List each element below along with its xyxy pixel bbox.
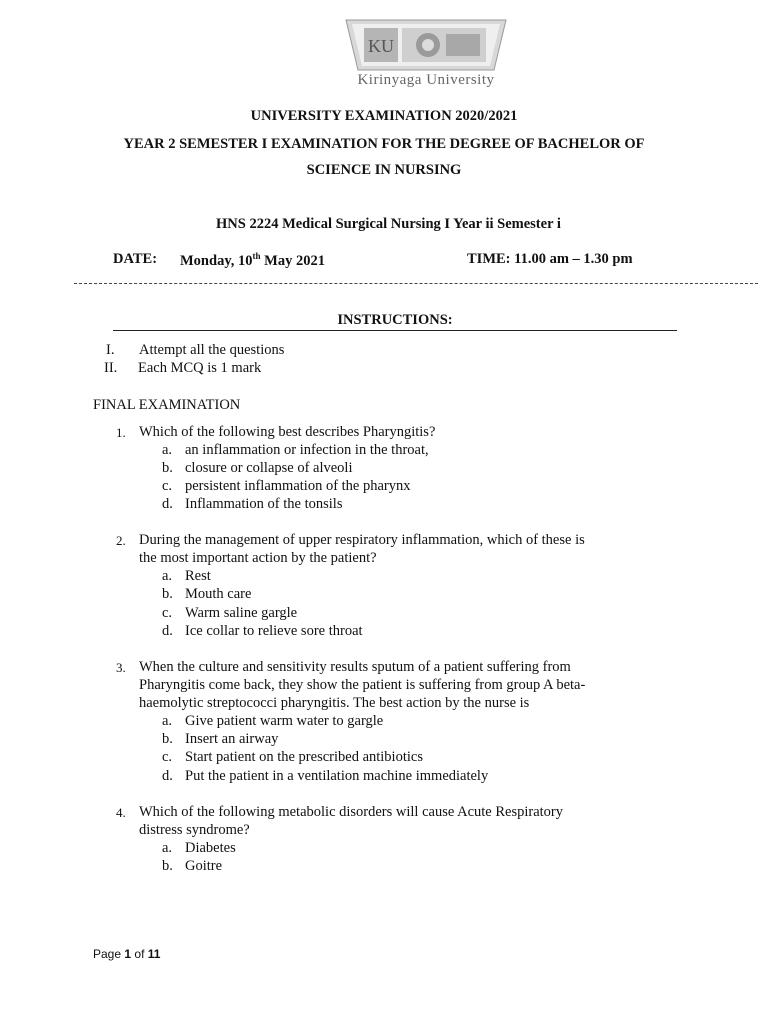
- option-letter: b.: [162, 731, 173, 747]
- instruction-number: I.: [106, 342, 115, 358]
- option-text: Insert an airway: [185, 731, 279, 747]
- page-footer: [93, 947, 160, 961]
- question-text: Which of the following best describes Pharyngitis?: [139, 424, 436, 440]
- question-text: distress syndrome?: [139, 822, 250, 838]
- option-text: Start patient on the prescribed antibiotics: [185, 749, 423, 765]
- question-number: 3.: [116, 660, 126, 675]
- option-letter: a.: [162, 840, 173, 856]
- option-letter: c.: [162, 478, 173, 494]
- option-letter: b.: [162, 460, 173, 476]
- option-text: Mouth care: [185, 586, 252, 602]
- university-name: Kirinyaga University: [357, 72, 495, 88]
- dashed-divider: [74, 283, 758, 284]
- option-letter: b.: [162, 586, 173, 602]
- of-word: of: [134, 947, 145, 961]
- option-text: an inflammation or infection in the throat,: [185, 442, 429, 458]
- option-text: persistent inflammation of the pharynx: [185, 478, 411, 494]
- university-logo: [336, 16, 516, 94]
- instructions-title: INSTRUCTIONS:: [337, 312, 453, 328]
- date-value: Monday, 10th May 2021: [180, 251, 325, 269]
- question-number: 4.: [116, 805, 126, 820]
- question-text: Pharyngitis come back, they show the patient is suffering from group A beta-: [139, 677, 586, 693]
- option-text: Inflammation of the tonsils: [185, 496, 343, 512]
- option-letter: c.: [162, 605, 173, 621]
- option-letter: c.: [162, 749, 173, 765]
- question-text: When the culture and sensitivity results sputum of a patient suffering from: [139, 659, 571, 675]
- section-title: FINAL EXAMINATION: [93, 397, 241, 413]
- option-text: Goitre: [185, 858, 223, 874]
- degree-line-2: SCIENCE IN NURSING: [306, 162, 462, 178]
- question-text: Which of the following metabolic disorders will cause Acute Respiratory: [139, 804, 564, 820]
- degree-line-1: YEAR 2 SEMESTER I EXAMINATION FOR THE DEGREE OF BACHELOR OF: [123, 136, 645, 152]
- option-letter: b.: [162, 858, 173, 874]
- question-text: haemolytic streptococci pharyngitis. The best action by the nurse is: [139, 695, 530, 711]
- option-text: Diabetes: [185, 840, 236, 856]
- option-letter: a.: [162, 442, 173, 458]
- page-number: 1: [124, 947, 132, 961]
- option-text: closure or collapse of alveoli: [185, 460, 353, 476]
- instruction-number: II.: [104, 360, 118, 376]
- exam-time: TIME: 11.00 am – 1.30 pm: [467, 251, 633, 267]
- option-letter: d.: [162, 768, 173, 784]
- option-letter: a.: [162, 713, 173, 729]
- question-text: During the management of upper respiratory inflammation, which of these is: [139, 532, 585, 548]
- svg-text:KU: KU: [368, 36, 394, 56]
- option-letter: a.: [162, 568, 173, 584]
- option-text: Give patient warm water to gargle: [185, 713, 384, 729]
- instructions-rule: [113, 330, 677, 331]
- option-letter: d.: [162, 496, 173, 512]
- question-text: the most important action by the patient?: [139, 550, 377, 566]
- exam-title: UNIVERSITY EXAMINATION 2020/2021: [250, 108, 518, 124]
- question-number: 1.: [116, 425, 126, 440]
- course-title: HNS 2224 Medical Surgical Nursing I Year ii Semester i: [216, 216, 561, 232]
- option-text: Ice collar to relieve sore throat: [185, 623, 363, 639]
- instruction-text: Each MCQ is 1 mark: [138, 360, 262, 376]
- option-letter: d.: [162, 623, 173, 639]
- question-number: 2.: [116, 533, 126, 548]
- page-word: Page: [93, 947, 122, 961]
- option-text: Put the patient in a ventilation machine immediately: [185, 768, 489, 784]
- date-label: DATE:: [113, 251, 158, 267]
- instruction-text: Attempt all the questions: [139, 342, 285, 358]
- page-total: 11: [147, 947, 161, 961]
- option-text: Rest: [185, 568, 211, 584]
- option-text: Warm saline gargle: [185, 605, 298, 621]
